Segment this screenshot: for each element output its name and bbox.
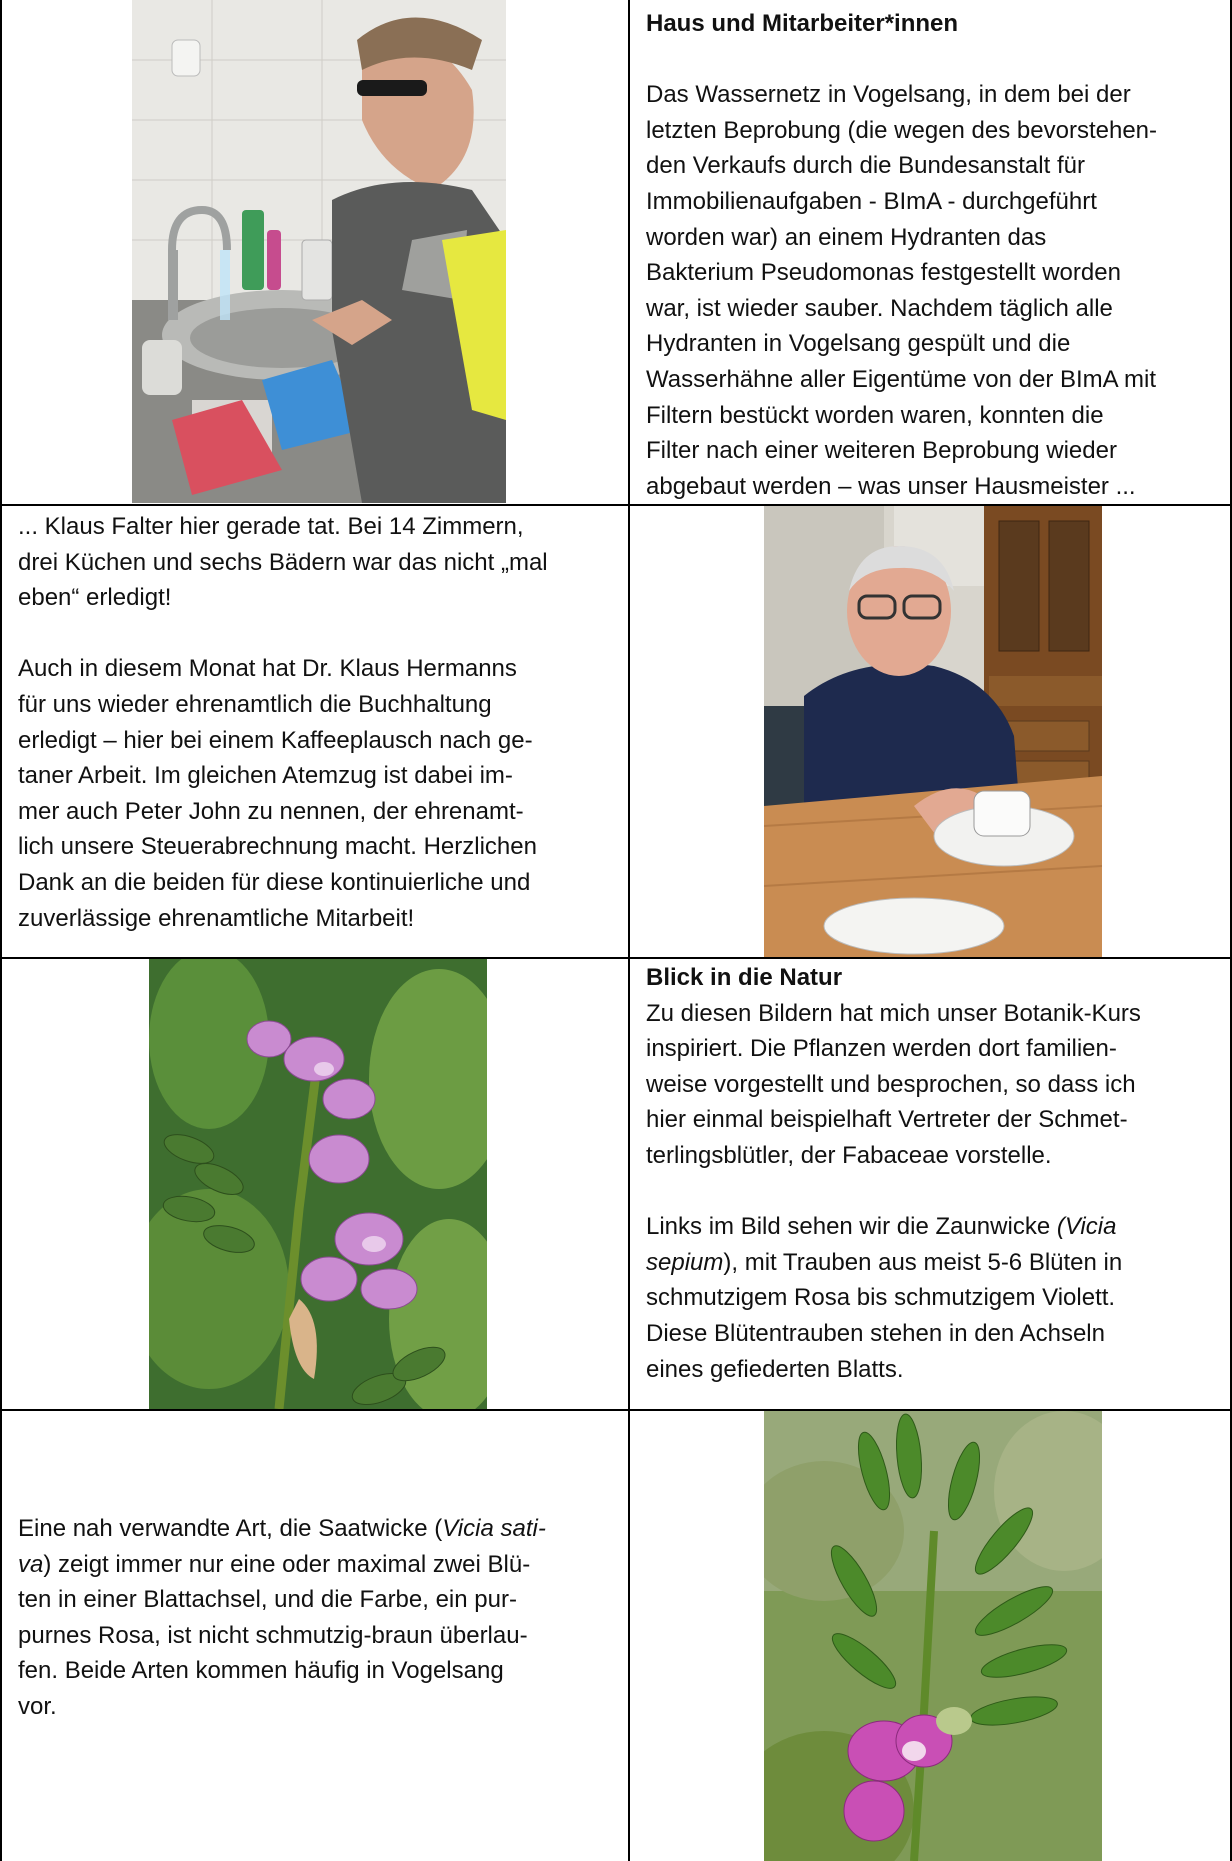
text-run: Eine nah verwandte Art, die Saatwicke ( [18, 1515, 443, 1542]
text-line [18, 1511, 612, 1547]
text-line: abgebaut werden – was unser Hausmeister ... [646, 472, 1136, 500]
species-name: sepium [646, 1248, 724, 1276]
text-line: lich unsere Steuerabrechnung macht. Herzlichen [18, 833, 537, 861]
text-line: zuverlässige ehrenamtliche Mitarbeit! [18, 904, 415, 932]
text-line [646, 1245, 1214, 1281]
text-line: eben“ erledigt! [18, 584, 172, 612]
text-line: Zu diesen Bildern hat mich unser Botanik-Kurs [646, 999, 1141, 1027]
text-line [18, 1547, 612, 1583]
section-heading: Blick in die Natur [646, 964, 843, 991]
text-line: mer auch Peter John zu nennen, der ehrenamt- [18, 797, 524, 825]
text-line: taner Arbeit. Im gleichen Atemzug ist dabei im- [18, 762, 513, 790]
zaunwicke-photo [149, 959, 487, 1409]
text-line: terlingsblütler, der Fabaceae vorstelle. [646, 1141, 1052, 1169]
text-line: Dank an die beiden für diese kontinuierliche und [18, 868, 531, 896]
text-run: ) zeigt immer nur eine oder maximal zwei Blü- [43, 1550, 531, 1578]
text-line: letzten Beprobung (die wegen des bevorstehen- [646, 116, 1158, 144]
text-line: Filter nach einer weiteren Beprobung wieder [646, 437, 1117, 465]
text-line: Bakterium Pseudomonas festgestellt worden [646, 259, 1121, 287]
text-line: den Verkaufs durch die Bundesanstalt für [646, 152, 1085, 180]
text-run: ), mit Trauben aus meist 5-6 Blüten in [723, 1248, 1123, 1276]
species-name: va [18, 1550, 44, 1578]
text-line: Auch in diesem Monat hat Dr. Klaus Hermanns [18, 655, 517, 683]
text-line: eines gefiederten Blatts. [646, 1355, 904, 1383]
section-volunteers-text [2, 509, 628, 936]
section-heading: Haus und Mitarbeiter*innen [646, 10, 959, 37]
caretaker-photo [132, 0, 506, 503]
species-name: Vicia sati- [442, 1515, 546, 1542]
text-line: Das Wassernetz in Vogelsang, in dem bei der [646, 81, 1131, 109]
text-line: erledigt – hier bei einem Kaffeeplausch nach ge- [18, 726, 533, 754]
text-line: schmutzigem Rosa bis schmutzigem Violett. [646, 1284, 1116, 1312]
section-house-staff-text [630, 6, 1230, 504]
text-line: fen. Beide Arten kommen häufig in Vogelsang [18, 1657, 504, 1685]
species-name: (Vicia [1056, 1213, 1117, 1241]
saatwicke-photo [764, 1411, 1102, 1861]
text-line: Immobilienaufgaben - BImA - durchgeführt [646, 187, 1097, 215]
text-line: ... Klaus Falter hier gerade tat. Bei 14 Zimmern, [18, 513, 524, 540]
text-line: weise vorgestellt und besprochen, so dass ich [646, 1070, 1136, 1098]
text-line: Diese Blütentrauben stehen in den Achseln [646, 1319, 1105, 1347]
text-line: Hydranten in Vogelsang gespült und die [646, 330, 1071, 358]
text-run: Links im Bild sehen wir die Zaunwicke [646, 1213, 1057, 1241]
text-line: hier einmal beispielhaft Vertreter der Schmet- [646, 1106, 1128, 1134]
text-line: drei Küchen und sechs Bädern war das nicht „mal [18, 548, 548, 576]
text-line: ten in einer Blattachsel, und die Farbe, ein pur- [18, 1586, 517, 1614]
text-line: war, ist wieder sauber. Nachdem täglich alle [646, 294, 1113, 322]
text-line [646, 1209, 1214, 1245]
section-saatwicke-text [2, 1511, 628, 1725]
text-line: vor. [18, 1692, 57, 1720]
text-line: purnes Rosa, ist nicht schmutzig-braun überlau- [18, 1621, 528, 1649]
text-line: Wasserhähne aller Eigentüme von der BImA mit [646, 365, 1157, 393]
text-line: inspiriert. Die Pflanzen werden dort familien- [646, 1035, 1117, 1063]
text-line: Filtern bestückt worden waren, konnten die [646, 401, 1104, 429]
accountant-photo [764, 506, 1102, 957]
section-nature-text [630, 960, 1230, 1387]
text-line: für uns wieder ehrenamtlich die Buchhaltung [18, 690, 492, 718]
text-line: worden war) an einem Hydranten das [646, 223, 1047, 251]
